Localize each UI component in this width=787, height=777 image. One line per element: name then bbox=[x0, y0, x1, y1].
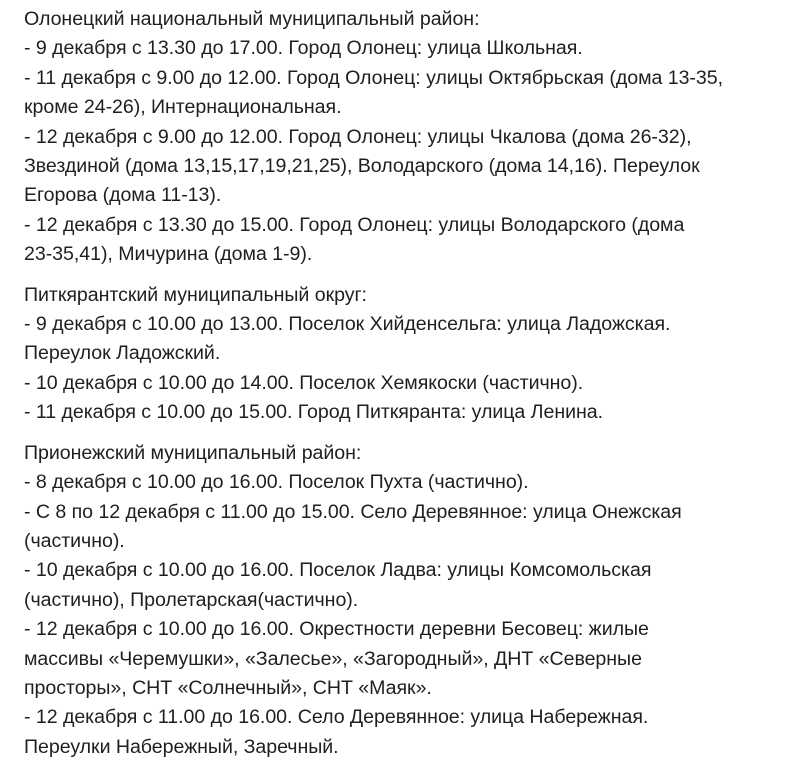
section-heading: Олонецкий национальный муниципальный район: bbox=[24, 8, 480, 30]
section-olonets bbox=[24, 5, 784, 270]
text-line: - 12 декабря с 10.00 до 16.00. Окрестности деревни Бесовец: жилые bbox=[24, 618, 649, 641]
text-line: - 12 декабря с 9.00 до 12.00. Город Олонец: улицы Чкалова (дома 26-32), bbox=[24, 125, 692, 148]
text-line: - 8 декабря с 10.00 до 16.00. Поселок Пухта (частично). bbox=[24, 471, 529, 494]
text-line: - 10 декабря с 10.00 до 16.00. Поселок Ладва: улицы Комсомольская bbox=[24, 559, 652, 582]
text-line: просторы», СНТ «Солнечный», СНТ «Маяк». bbox=[24, 676, 432, 699]
text-line: - 11 декабря с 10.00 до 15.00. Город Питкяранта: улица Ленина. bbox=[24, 401, 604, 424]
section-prionezhsky bbox=[24, 439, 784, 762]
text-line: (частично), Пролетарская(частично). bbox=[24, 588, 359, 611]
section-heading: Прионежский муниципальный район: bbox=[24, 441, 362, 464]
text-line: Переулок Ладожский. bbox=[24, 342, 221, 365]
text-line: кроме 24-26), Интернациональная. bbox=[24, 96, 342, 119]
text-line: - С 8 по 12 декабря с 11.00 до 15.00. Село Деревянное: улица Онежская bbox=[24, 500, 682, 523]
text-line: - 9 декабря с 10.00 до 13.00. Поселок Хийденсельга: улица Ладожская. bbox=[24, 313, 671, 336]
text-line: Звездиной (дома 13,15,17,19,21,25), Володарского (дома 14,16). Переулок bbox=[24, 155, 700, 178]
document-body bbox=[24, 5, 784, 762]
text-line: (частично). bbox=[24, 529, 125, 552]
text-line: - 12 декабря с 13.30 до 15.00. Город Олонец: улицы Володарского (дома bbox=[24, 213, 685, 236]
text-line: - 12 декабря с 11.00 до 16.00. Село Деревянное: улица Набережная. bbox=[24, 706, 649, 729]
section-heading: Питкярантский муниципальный округ: bbox=[24, 283, 367, 306]
section-pitkyaranta bbox=[24, 281, 784, 428]
text-line: Переулки Набережный, Заречный. bbox=[24, 735, 339, 758]
text-line: - 9 декабря с 13.30 до 17.00. Город Олонец: улица Школьная. bbox=[24, 37, 583, 60]
text-line: массивы «Черемушки», «Залесье», «Загородный», ДНТ «Северные bbox=[24, 647, 642, 670]
text-line: 23-35,41), Мичурина (дома 1-9). bbox=[24, 243, 313, 266]
text-line: - 10 декабря с 10.00 до 14.00. Поселок Хемякоски (частично). bbox=[24, 371, 584, 394]
text-line: Егорова (дома 11-13). bbox=[24, 184, 222, 207]
text-line: - 11 декабря с 9.00 до 12.00. Город Олонец: улицы Октябрьская (дома 13-35, bbox=[24, 66, 723, 89]
